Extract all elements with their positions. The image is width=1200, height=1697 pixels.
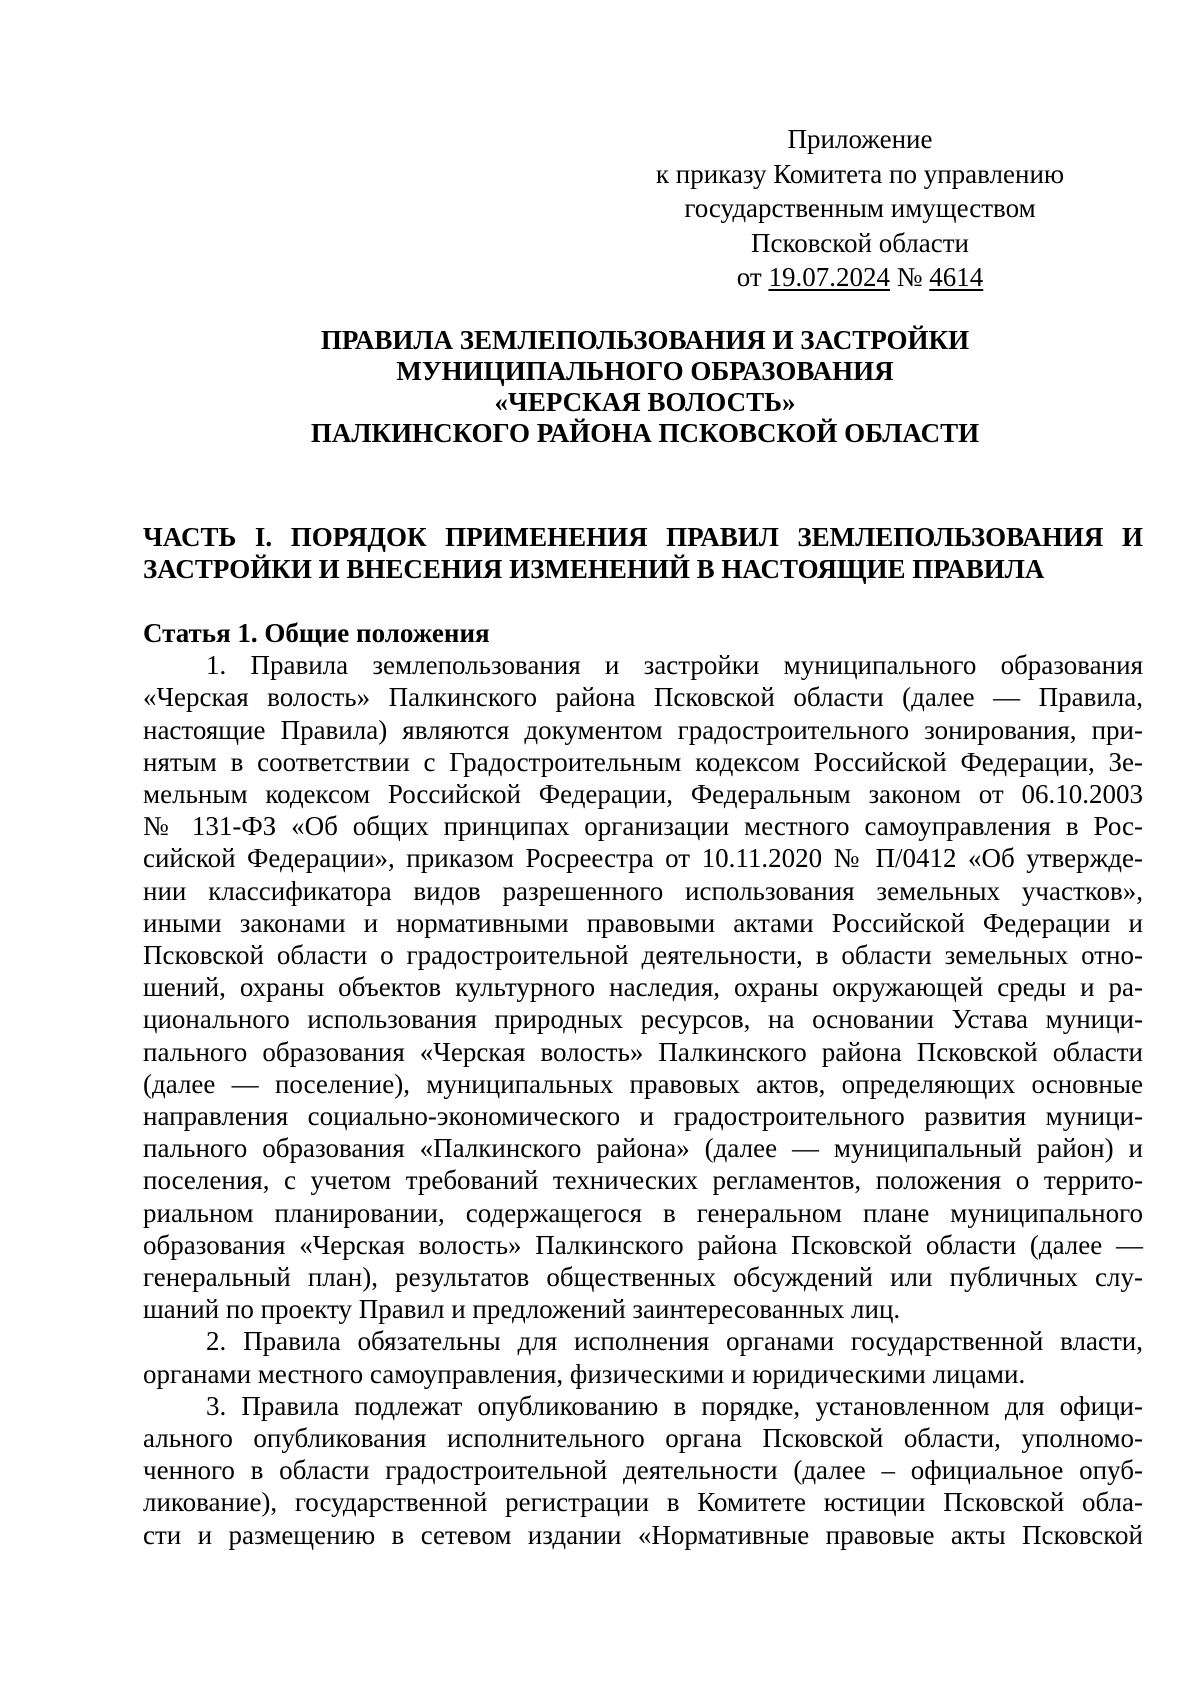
appendix-block xyxy=(620,122,1100,295)
order-date: 19.07.2024 xyxy=(768,262,890,292)
text-line: ционального использования природных ресурсов, на основании Устава муници- xyxy=(143,1004,1143,1035)
text-line: генеральный план), результатов общественных обсуждений или публичных слу- xyxy=(143,1262,1143,1293)
appendix-date-number xyxy=(620,260,1100,295)
text-line: ченного в области градостроительной деятельности (далее – официальное опуб- xyxy=(143,1455,1143,1486)
text-line: «Черская волость» Палкинского района Псковской области (далее — Правила, xyxy=(143,682,1143,713)
appendix-label: Приложение xyxy=(787,124,933,154)
title-line: ПРАВИЛА ЗЕМЛЕПОЛЬЗОВАНИЯ И ЗАСТРОЙКИ xyxy=(320,325,970,355)
text-line: сти и размещению в сетевом издании «Нормативные правовые акты Псковской xyxy=(143,1519,1143,1550)
text-line: пального образования «Черская волость» Палкинского района Псковской области xyxy=(143,1036,1143,1067)
title-line: «ЧЕРСКАЯ ВОЛОСТЬ» xyxy=(494,387,796,417)
text-line: сийской Федерации», приказом Росреестра от 10.11.2020 № П/0412 «Об утвержде- xyxy=(143,843,1143,874)
article-body xyxy=(143,617,1143,1551)
part-heading-line: ЗАСТРОЙКИ И ВНЕСЕНИЯ ИЗМЕНЕНИЙ В НАСТОЯЩИЕ ПРАВИЛА xyxy=(143,554,1045,584)
text-line: нятым в соответствии с Градостроительным кодексом Российской Федерации, Зе- xyxy=(143,746,1143,777)
text-line: 1. Правила землепользования и застройки муниципального образования xyxy=(206,650,1143,681)
title-line: ПАЛКИНСКОГО РАЙОНА ПСКОВСКОЙ ОБЛАСТИ xyxy=(310,418,980,448)
text-line: 2. Правила обязательны для исполнения органами государственной власти, xyxy=(206,1326,1143,1357)
text-line: № 131-ФЗ «Об общих принципах организации местного самоуправления в Рос- xyxy=(143,811,1143,842)
document-title xyxy=(120,325,1170,449)
text-line: поселения, с учетом требований технических регламентов, положения о террито- xyxy=(143,1165,1143,1196)
text-line: (далее — поселение), муниципальных правовых актов, определяющих основные xyxy=(143,1068,1143,1099)
text-line: шений, охраны объектов культурного наследия, охраны окружающей среды и ра- xyxy=(143,972,1143,1003)
text-line: Псковской области о градостроительной деятельности, в области земельных отно- xyxy=(143,940,1143,971)
order-number: 4614 xyxy=(929,262,984,292)
appendix-committee: государственным имуществом xyxy=(684,193,1036,223)
part-heading xyxy=(143,521,1143,585)
text-line: пального образования «Палкинского района» (далее — муниципальный район) и xyxy=(143,1133,1143,1164)
text-line: настоящие Правила) являются документом градостроительного зонирования, при- xyxy=(143,714,1143,745)
paragraph-3 xyxy=(143,1390,1143,1551)
text-line: иными законами и нормативными правовыми актами Российской Федерации и xyxy=(143,907,1143,938)
text-line: образования «Черская волость» Палкинского района Псковской области (далее — xyxy=(143,1229,1143,1260)
paragraph-1 xyxy=(143,649,1143,1325)
text-line: мельным кодексом Российской Федерации, Федеральным законом от 06.10.2003 xyxy=(143,779,1143,810)
text-line: ликование), государственной регистрации в Комитете юстиции Псковской обла- xyxy=(143,1487,1143,1518)
paragraph-2 xyxy=(143,1325,1143,1389)
text-line: 3. Правила подлежат опубликованию в порядке, установленном для офици- xyxy=(206,1390,1143,1421)
part-heading-line: ЧАСТЬ I. ПОРЯДОК ПРИМЕНЕНИЯ ПРАВИЛ ЗЕМЛЕПОЛЬЗОВАНИЯ И xyxy=(143,522,1143,552)
title-line: МУНИЦИПАЛЬНОГО ОБРАЗОВАНИЯ xyxy=(396,356,894,386)
text-line: нии классификатора видов разрешенного использования земельных участков», xyxy=(143,875,1143,906)
text-line: направления социально-экономического и градостроительного развития муници- xyxy=(143,1101,1143,1132)
text-line: риальном планировании, содержащегося в генеральном плане муниципального xyxy=(143,1197,1143,1228)
appendix-order-ref: к приказу Комитета по управлению xyxy=(655,158,1065,189)
article-heading: Статья 1. Общие положения xyxy=(143,618,490,648)
text-line: шаний по проекту Правил и предложений заинтересованных лиц. xyxy=(143,1294,901,1325)
text-line: органами местного самоуправления, физическими и юридическими лицами. xyxy=(143,1358,1026,1389)
text-line: ального опубликования исполнительного органа Псковской области, уполномо- xyxy=(143,1423,1143,1454)
appendix-region: Псковской области xyxy=(750,227,969,258)
number-sign: № xyxy=(889,262,930,292)
date-prefix: от xyxy=(736,262,769,292)
